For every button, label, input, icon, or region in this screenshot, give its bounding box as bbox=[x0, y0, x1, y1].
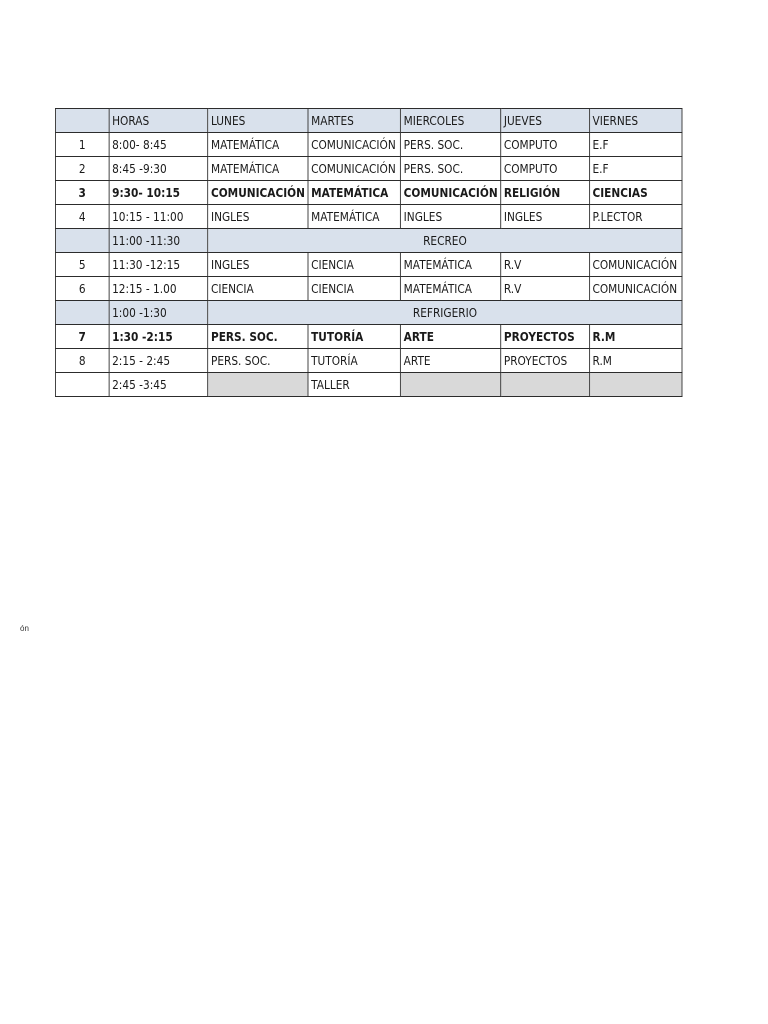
table-row bbox=[55, 325, 682, 349]
period-number: 4 bbox=[55, 205, 109, 229]
stray-text: ón bbox=[20, 624, 29, 633]
subject-cell: CIENCIA bbox=[308, 277, 401, 301]
period-time: 2:45 -3:45 bbox=[109, 373, 208, 397]
period-time: 8:45 -9:30 bbox=[109, 157, 208, 181]
subject-cell: TUTORÍA bbox=[308, 325, 401, 349]
subject-cell: CIENCIA bbox=[308, 253, 401, 277]
header-cell bbox=[55, 109, 109, 133]
subject-cell: MATEMÁTICA bbox=[401, 253, 501, 277]
subject-cell: R.V bbox=[501, 253, 590, 277]
period-number: 2 bbox=[55, 157, 109, 181]
subject-cell: PERS. SOC. bbox=[208, 325, 308, 349]
subject-cell bbox=[401, 373, 501, 397]
period-number: 6 bbox=[55, 277, 109, 301]
subject-cell: R.M bbox=[589, 325, 682, 349]
subject-cell: MATEMÁTICA bbox=[308, 205, 401, 229]
subject-cell: TALLER bbox=[308, 373, 401, 397]
subject-cell: INGLES bbox=[208, 205, 308, 229]
subject-cell: MATEMÁTICA bbox=[208, 157, 308, 181]
subject-cell: COMPUTO bbox=[501, 157, 590, 181]
subject-cell: COMUNICACIÓN bbox=[401, 181, 501, 205]
schedule-table bbox=[55, 108, 682, 397]
subject-cell: COMUNICACIÓN bbox=[208, 181, 308, 205]
break-row-refrigerio bbox=[55, 301, 682, 325]
subject-cell: ARTE bbox=[401, 349, 501, 373]
period-time: 1:30 -2:15 bbox=[109, 325, 208, 349]
table-row bbox=[55, 349, 682, 373]
table-row bbox=[55, 373, 682, 397]
break-label: REFRIGERIO bbox=[208, 301, 682, 325]
subject-cell: MATEMÁTICA bbox=[401, 277, 501, 301]
period-time: 2:15 - 2:45 bbox=[109, 349, 208, 373]
subject-cell: MATEMÁTICA bbox=[208, 133, 308, 157]
subject-cell: COMUNICACIÓN bbox=[308, 133, 401, 157]
subject-cell: P.LECTOR bbox=[589, 205, 682, 229]
subject-cell: PROYECTOS bbox=[501, 349, 590, 373]
table-row bbox=[55, 181, 682, 205]
table-row bbox=[55, 277, 682, 301]
period-time: 9:30- 10:15 bbox=[109, 181, 208, 205]
period-time: 8:00- 8:45 bbox=[109, 133, 208, 157]
period-time: 11:00 -11:30 bbox=[109, 229, 208, 253]
subject-cell: COMUNICACIÓN bbox=[308, 157, 401, 181]
subject-cell: RELIGIÓN bbox=[501, 181, 590, 205]
subject-cell: TUTORÍA bbox=[308, 349, 401, 373]
break-label: RECREO bbox=[208, 229, 682, 253]
break-row-recreo bbox=[55, 229, 682, 253]
subject-cell: INGLES bbox=[501, 205, 590, 229]
subject-cell: PERS. SOC. bbox=[401, 133, 501, 157]
header-cell: MIERCOLES bbox=[401, 109, 501, 133]
table-row bbox=[55, 253, 682, 277]
subject-cell: CIENCIA bbox=[208, 277, 308, 301]
header-cell: HORAS bbox=[109, 109, 208, 133]
header-cell: LUNES bbox=[208, 109, 308, 133]
period-number: 8 bbox=[55, 349, 109, 373]
table-row bbox=[55, 157, 682, 181]
subject-cell: INGLES bbox=[401, 205, 501, 229]
period-number: 5 bbox=[55, 253, 109, 277]
period-number: 7 bbox=[55, 325, 109, 349]
subject-cell: E.F bbox=[589, 133, 682, 157]
subject-cell: INGLES bbox=[208, 253, 308, 277]
period-number bbox=[55, 301, 109, 325]
period-time: 11:30 -12:15 bbox=[109, 253, 208, 277]
subject-cell: R.M bbox=[589, 349, 682, 373]
period-number bbox=[55, 229, 109, 253]
subject-cell: PERS. SOC. bbox=[208, 349, 308, 373]
subject-cell: R.V bbox=[501, 277, 590, 301]
subject-cell: PROYECTOS bbox=[501, 325, 590, 349]
period-number: 3 bbox=[55, 181, 109, 205]
header-row bbox=[55, 109, 682, 133]
period-time: 10:15 - 11:00 bbox=[109, 205, 208, 229]
subject-cell: COMUNICACIÓN bbox=[589, 253, 682, 277]
subject-cell bbox=[208, 373, 308, 397]
header-cell: JUEVES bbox=[501, 109, 590, 133]
table-row bbox=[55, 205, 682, 229]
period-time: 12:15 - 1.00 bbox=[109, 277, 208, 301]
subject-cell: PERS. SOC. bbox=[401, 157, 501, 181]
subject-cell: ARTE bbox=[401, 325, 501, 349]
period-number: 1 bbox=[55, 133, 109, 157]
subject-cell: COMUNICACIÓN bbox=[589, 277, 682, 301]
subject-cell bbox=[589, 373, 682, 397]
subject-cell: COMPUTO bbox=[501, 133, 590, 157]
subject-cell: CIENCIAS bbox=[589, 181, 682, 205]
subject-cell: MATEMÁTICA bbox=[308, 181, 401, 205]
header-cell: VIERNES bbox=[589, 109, 682, 133]
subject-cell: E.F bbox=[589, 157, 682, 181]
table-row bbox=[55, 133, 682, 157]
period-time: 1:00 -1:30 bbox=[109, 301, 208, 325]
period-number bbox=[55, 373, 109, 397]
header-cell: MARTES bbox=[308, 109, 401, 133]
subject-cell bbox=[501, 373, 590, 397]
